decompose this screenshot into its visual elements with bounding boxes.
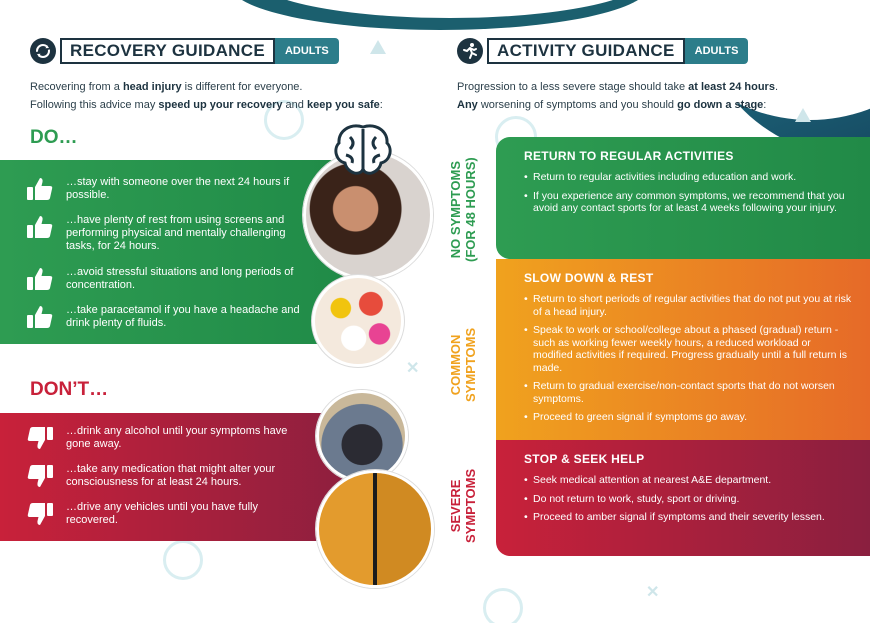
activity-audience-tag: ADULTS xyxy=(685,38,749,64)
dont-heading: DON’T… xyxy=(30,379,109,400)
dont-item-text: …drive any vehicles until you have fully recovered. xyxy=(66,501,258,526)
dont-item xyxy=(26,501,306,527)
do-heading: DO… xyxy=(30,127,78,148)
recovery-title: RECOVERY GUIDANCE xyxy=(60,38,275,64)
thumbs-up-icon xyxy=(26,214,54,240)
stage-points xyxy=(524,474,852,524)
do-item xyxy=(26,214,306,253)
beer-glasses-photo xyxy=(316,470,434,588)
do-item-text: …have plenty of rest from using screens and performing physical and mentally challenging tasks, for 24 hours. xyxy=(66,214,286,252)
stage-heading: RETURN TO REGULAR ACTIVITIES xyxy=(524,149,734,163)
dont-item-text: …drink any alcohol until your symptoms have gone away. xyxy=(66,425,288,450)
stage-point: • Speak to work or school/college about a phased (gradual) return - such as working fewer weekly hours, a reduced workload or modified activities if required. Progress gradually until a full return is made. xyxy=(524,324,852,374)
do-item-text: …avoid stressful situations and long periods of concentration. xyxy=(66,266,294,291)
do-item xyxy=(26,176,306,202)
stage-panel-green xyxy=(496,137,870,259)
thumbs-down-icon xyxy=(26,501,54,527)
decorative-wave-bottom-mask xyxy=(0,545,870,623)
medicine-pills-photo xyxy=(312,275,404,367)
do-item xyxy=(26,304,306,330)
activity-title: ACTIVITY GUIDANCE xyxy=(487,38,685,64)
stage-heading: SLOW DOWN & REST xyxy=(524,271,654,285)
dont-item-text: …take any medication that might alter your consciousness for at least 24 hours. xyxy=(66,463,276,488)
do-item-text: …take paracetamol if you have a headache and drink plenty of fluids. xyxy=(66,304,300,329)
stage-point: • Do not return to work, study, sport or driving. xyxy=(524,493,852,506)
dont-band xyxy=(0,413,370,541)
driving-photo xyxy=(316,390,408,482)
decorative-cross: ✕ xyxy=(646,584,660,601)
thumbs-down-icon xyxy=(26,425,54,451)
decorative-ring xyxy=(163,540,203,580)
stage-panel-amber xyxy=(496,259,870,440)
stage-point: • Seek medical attention at nearest A&E department. xyxy=(524,474,852,487)
dont-item xyxy=(26,463,306,489)
activity-header xyxy=(457,38,748,64)
recovery-intro-line-2: Following this advice may speed up your recovery and keep you safe: xyxy=(30,99,383,111)
stage-label-common-symptoms: COMMON SYMPTOMS xyxy=(448,327,478,402)
stage-point: • Return to gradual exercise/non-contact sports that do not worsen symptoms. xyxy=(524,380,852,405)
stage-point: • Proceed to green signal if symptoms go away. xyxy=(524,411,852,424)
recovery-header xyxy=(30,38,339,64)
stage-label-no-symptoms: NO SYMPTOMS (FOR 48 HOURS) xyxy=(448,157,478,262)
recovery-audience-tag: ADULTS xyxy=(275,38,339,64)
dont-item xyxy=(26,425,306,451)
brain-icon xyxy=(330,121,396,181)
activity-intro-line-1: Progression to a less severe stage should take at least 24 hours. xyxy=(457,81,779,93)
decorative-triangle xyxy=(795,108,811,122)
recovery-intro xyxy=(30,78,383,114)
do-item-text: …stay with someone over the next 24 hours if possible. xyxy=(66,176,290,201)
thumbs-down-icon xyxy=(26,463,54,489)
thumbs-up-icon xyxy=(26,266,54,292)
thumbs-up-icon xyxy=(26,176,54,202)
stage-point: • Proceed to amber signal if symptoms and their severity lessen. xyxy=(524,511,852,524)
thumbs-up-icon xyxy=(26,304,54,330)
do-item xyxy=(26,266,306,292)
running-person-icon xyxy=(457,38,483,64)
stage-label-severe-symptoms: SEVERE SYMPTOMS xyxy=(448,468,478,543)
stage-point: • Return to short periods of regular activities that do not put you at risk of a head injury. xyxy=(524,293,852,318)
stage-heading: STOP & SEEK HELP xyxy=(524,452,645,466)
decorative-triangle xyxy=(370,40,386,54)
decorative-ring xyxy=(483,588,523,623)
stage-point: • If you experience any common symptoms, we recommend that you avoid any contact sports for at least 4 weeks following your injury. xyxy=(524,190,852,215)
recovery-intro-line-1: Recovering from a head injury is different for everyone. xyxy=(30,81,303,93)
stage-panel-red xyxy=(496,440,870,556)
activity-intro xyxy=(457,78,778,114)
stage-point: • Return to regular activities including education and work. xyxy=(524,171,852,184)
activity-intro-line-2: Any worsening of symptoms and you should go down a stage: xyxy=(457,99,767,111)
stage-points xyxy=(524,171,852,215)
recovery-cycle-icon xyxy=(30,38,56,64)
decorative-cross: ✕ xyxy=(406,360,420,377)
stage-points xyxy=(524,293,852,424)
